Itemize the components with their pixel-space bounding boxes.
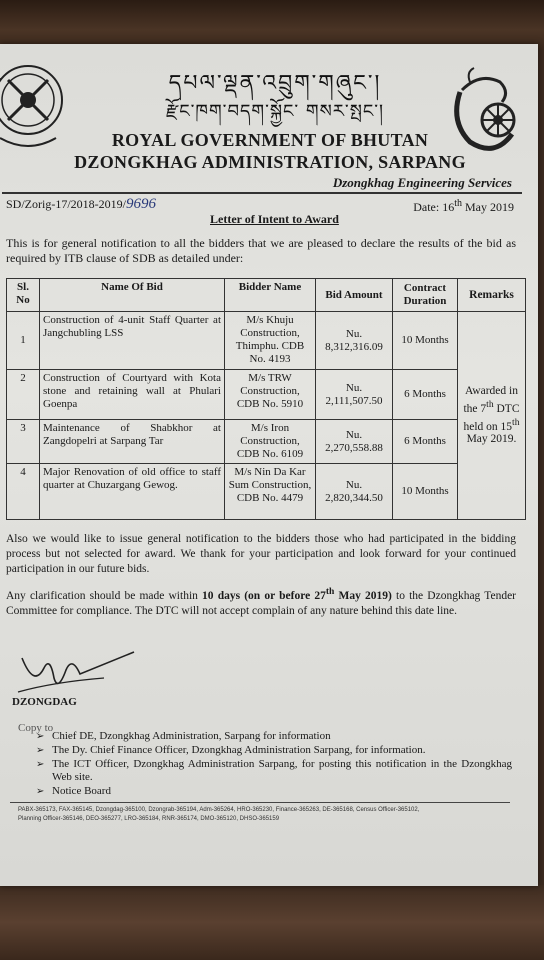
date-sup: th bbox=[454, 198, 462, 209]
cell-amount: Nu. 8,312,316.09 bbox=[316, 312, 393, 370]
list-item bbox=[36, 785, 512, 798]
table-row bbox=[7, 370, 526, 420]
cell-sl: 2 bbox=[7, 370, 40, 420]
bid-results-table bbox=[6, 278, 526, 520]
handwritten-number: 9696 bbox=[126, 196, 156, 212]
cell-name: Maintenance of Shabkhor at Zangdopelri at Sarpang Tar bbox=[40, 420, 225, 464]
contact-footer bbox=[18, 806, 512, 824]
cell-name: Construction of Courtyard with Kota stone and retaining wall at Phulari Goenpa bbox=[40, 370, 225, 420]
table-row bbox=[7, 312, 526, 370]
cell-sl: 4 bbox=[7, 464, 40, 520]
list-item bbox=[36, 730, 512, 743]
col-duration: Contract Duration bbox=[393, 279, 458, 312]
col-sl: Sl. No bbox=[7, 279, 40, 312]
list-item bbox=[36, 758, 512, 784]
letter-subject: Letter of Intent to Award bbox=[210, 212, 339, 226]
date-prefix: Date: 16 bbox=[413, 200, 455, 214]
date-suffix: May 2019 bbox=[462, 200, 514, 214]
arrow-icon: ➢ bbox=[36, 786, 45, 797]
para3-a: Any clarification should be made within bbox=[6, 589, 203, 602]
para3-sup: th bbox=[325, 586, 335, 597]
clarification-notice bbox=[6, 584, 516, 619]
cell-remarks bbox=[458, 312, 526, 520]
table-header-row bbox=[7, 279, 526, 312]
para3-d: to the Dzongkhag Tender Committee for compliance. The DTC will not accept complain of any nature behind this date line. bbox=[6, 589, 516, 617]
cell-bidder: M/s TRW Construction, CDB No. 5910 bbox=[225, 370, 316, 420]
cc-text: The ICT Officer, Dzongkhag Administration Sarpang, for posting this notification in the Dzongkhag Web site. bbox=[52, 758, 512, 783]
cc-text: Notice Board bbox=[52, 785, 111, 797]
cell-amount: Nu. 2,270,558.88 bbox=[316, 420, 393, 464]
copy-to-label: Copy to bbox=[18, 722, 54, 734]
list-item bbox=[36, 744, 512, 757]
arrow-icon: ➢ bbox=[36, 745, 45, 756]
background-bottom bbox=[0, 885, 544, 960]
cell-bidder: M/s Iron Construction, CDB No. 6109 bbox=[225, 420, 316, 464]
cell-duration: 6 Months bbox=[393, 420, 458, 464]
footer-divider bbox=[10, 802, 510, 803]
cell-sl: 3 bbox=[7, 420, 40, 464]
cell-duration: 10 Months bbox=[393, 464, 458, 520]
cell-duration: 10 Months bbox=[393, 312, 458, 370]
department-name: Dzongkhag Engineering Services bbox=[332, 175, 512, 190]
background-top bbox=[0, 0, 544, 50]
footer-line: Planning Officer-365146, DEO-365277, LRO-365184, RNR-365174, DMO-365120, DHSO-365159 bbox=[18, 816, 280, 822]
non-selected-notice: Also we would like to issue general notification to the bidders those who had participated in the bidding process but not selected for award. We thank for your participation and look forward for your continued participation in our future bids. bbox=[6, 533, 516, 575]
cell-bidder: M/s Khuju Construction, Thimphu. CDB No. 4193 bbox=[225, 312, 316, 370]
dzongkha-title: དཔལ་ལྡན་འབྲུག་གཞུང་། bbox=[168, 71, 382, 96]
table-row bbox=[7, 464, 526, 520]
org-name: ROYAL GOVERNMENT OF BHUTAN bbox=[111, 130, 429, 150]
remarks-part1: Awarded in the 7 bbox=[463, 384, 518, 415]
cell-amount: Nu. 2,111,507.50 bbox=[316, 370, 393, 420]
remarks-sup1: th bbox=[486, 398, 494, 410]
dzongkha-subtitle: རྫོང་ཁག་བདག་སྐྱོང་ གསར་སྤང་། bbox=[165, 101, 385, 122]
para3-c: May 2019) bbox=[334, 589, 392, 602]
remarks-part2: DTC held on 15 bbox=[463, 402, 520, 433]
col-remarks: Remarks bbox=[458, 279, 526, 312]
footer-line: PABX-365173, FAX-365145, Dzongdag-365100, Dzongrab-365194, Adm-365264, HRO-365230, Finance-365263, DE-365168, Census Officer-365102, bbox=[18, 807, 420, 813]
cell-amount: Nu. 2,820,344.50 bbox=[316, 464, 393, 520]
col-bidder: Bidder Name bbox=[225, 279, 316, 312]
cc-text: The Dy. Chief Finance Officer, Dzongkhag Administration Sarpang, for information. bbox=[52, 744, 426, 756]
reference-number bbox=[6, 196, 156, 213]
header-divider bbox=[2, 192, 522, 194]
cell-duration: 6 Months bbox=[393, 370, 458, 420]
col-amount: Bid Amount bbox=[316, 279, 393, 312]
arrow-icon: ➢ bbox=[36, 731, 45, 742]
cell-sl: 1 bbox=[7, 312, 40, 370]
signer-title: DZONGDAG bbox=[12, 696, 77, 708]
remarks-sup2: th bbox=[512, 416, 520, 428]
cell-bidder: M/s Nin Da Kar Sum Construction, CDB No. 4479 bbox=[225, 464, 316, 520]
reference-text: SD/Zorig-17/2018-2019/ bbox=[6, 197, 126, 211]
cell-name: Construction of 4-unit Staff Quarter at Jangchubling LSS bbox=[40, 312, 225, 370]
org-unit: DZONGKHAG ADMINISTRATION, SARPANG bbox=[74, 152, 466, 172]
cell-name: Major Renovation of old office to staff quarter at Chuzargang Gewog. bbox=[40, 464, 225, 520]
cc-text: Chief DE, Dzongkhag Administration, Sarpang for information bbox=[52, 730, 331, 742]
arrow-icon: ➢ bbox=[36, 759, 45, 770]
remarks-part3: May 2019. bbox=[466, 433, 517, 446]
intro-paragraph: This is for general notification to all the bidders that we are pleased to declare the results of the bid as required by ITB clause of SDB as detailed under: bbox=[6, 236, 516, 265]
copy-to-list bbox=[36, 730, 512, 799]
col-name: Name Of Bid bbox=[40, 279, 225, 312]
signature-icon bbox=[14, 648, 144, 698]
letter-date bbox=[380, 198, 514, 215]
para3-b: 10 days (on or before 27 bbox=[202, 589, 326, 602]
table-row bbox=[7, 420, 526, 464]
